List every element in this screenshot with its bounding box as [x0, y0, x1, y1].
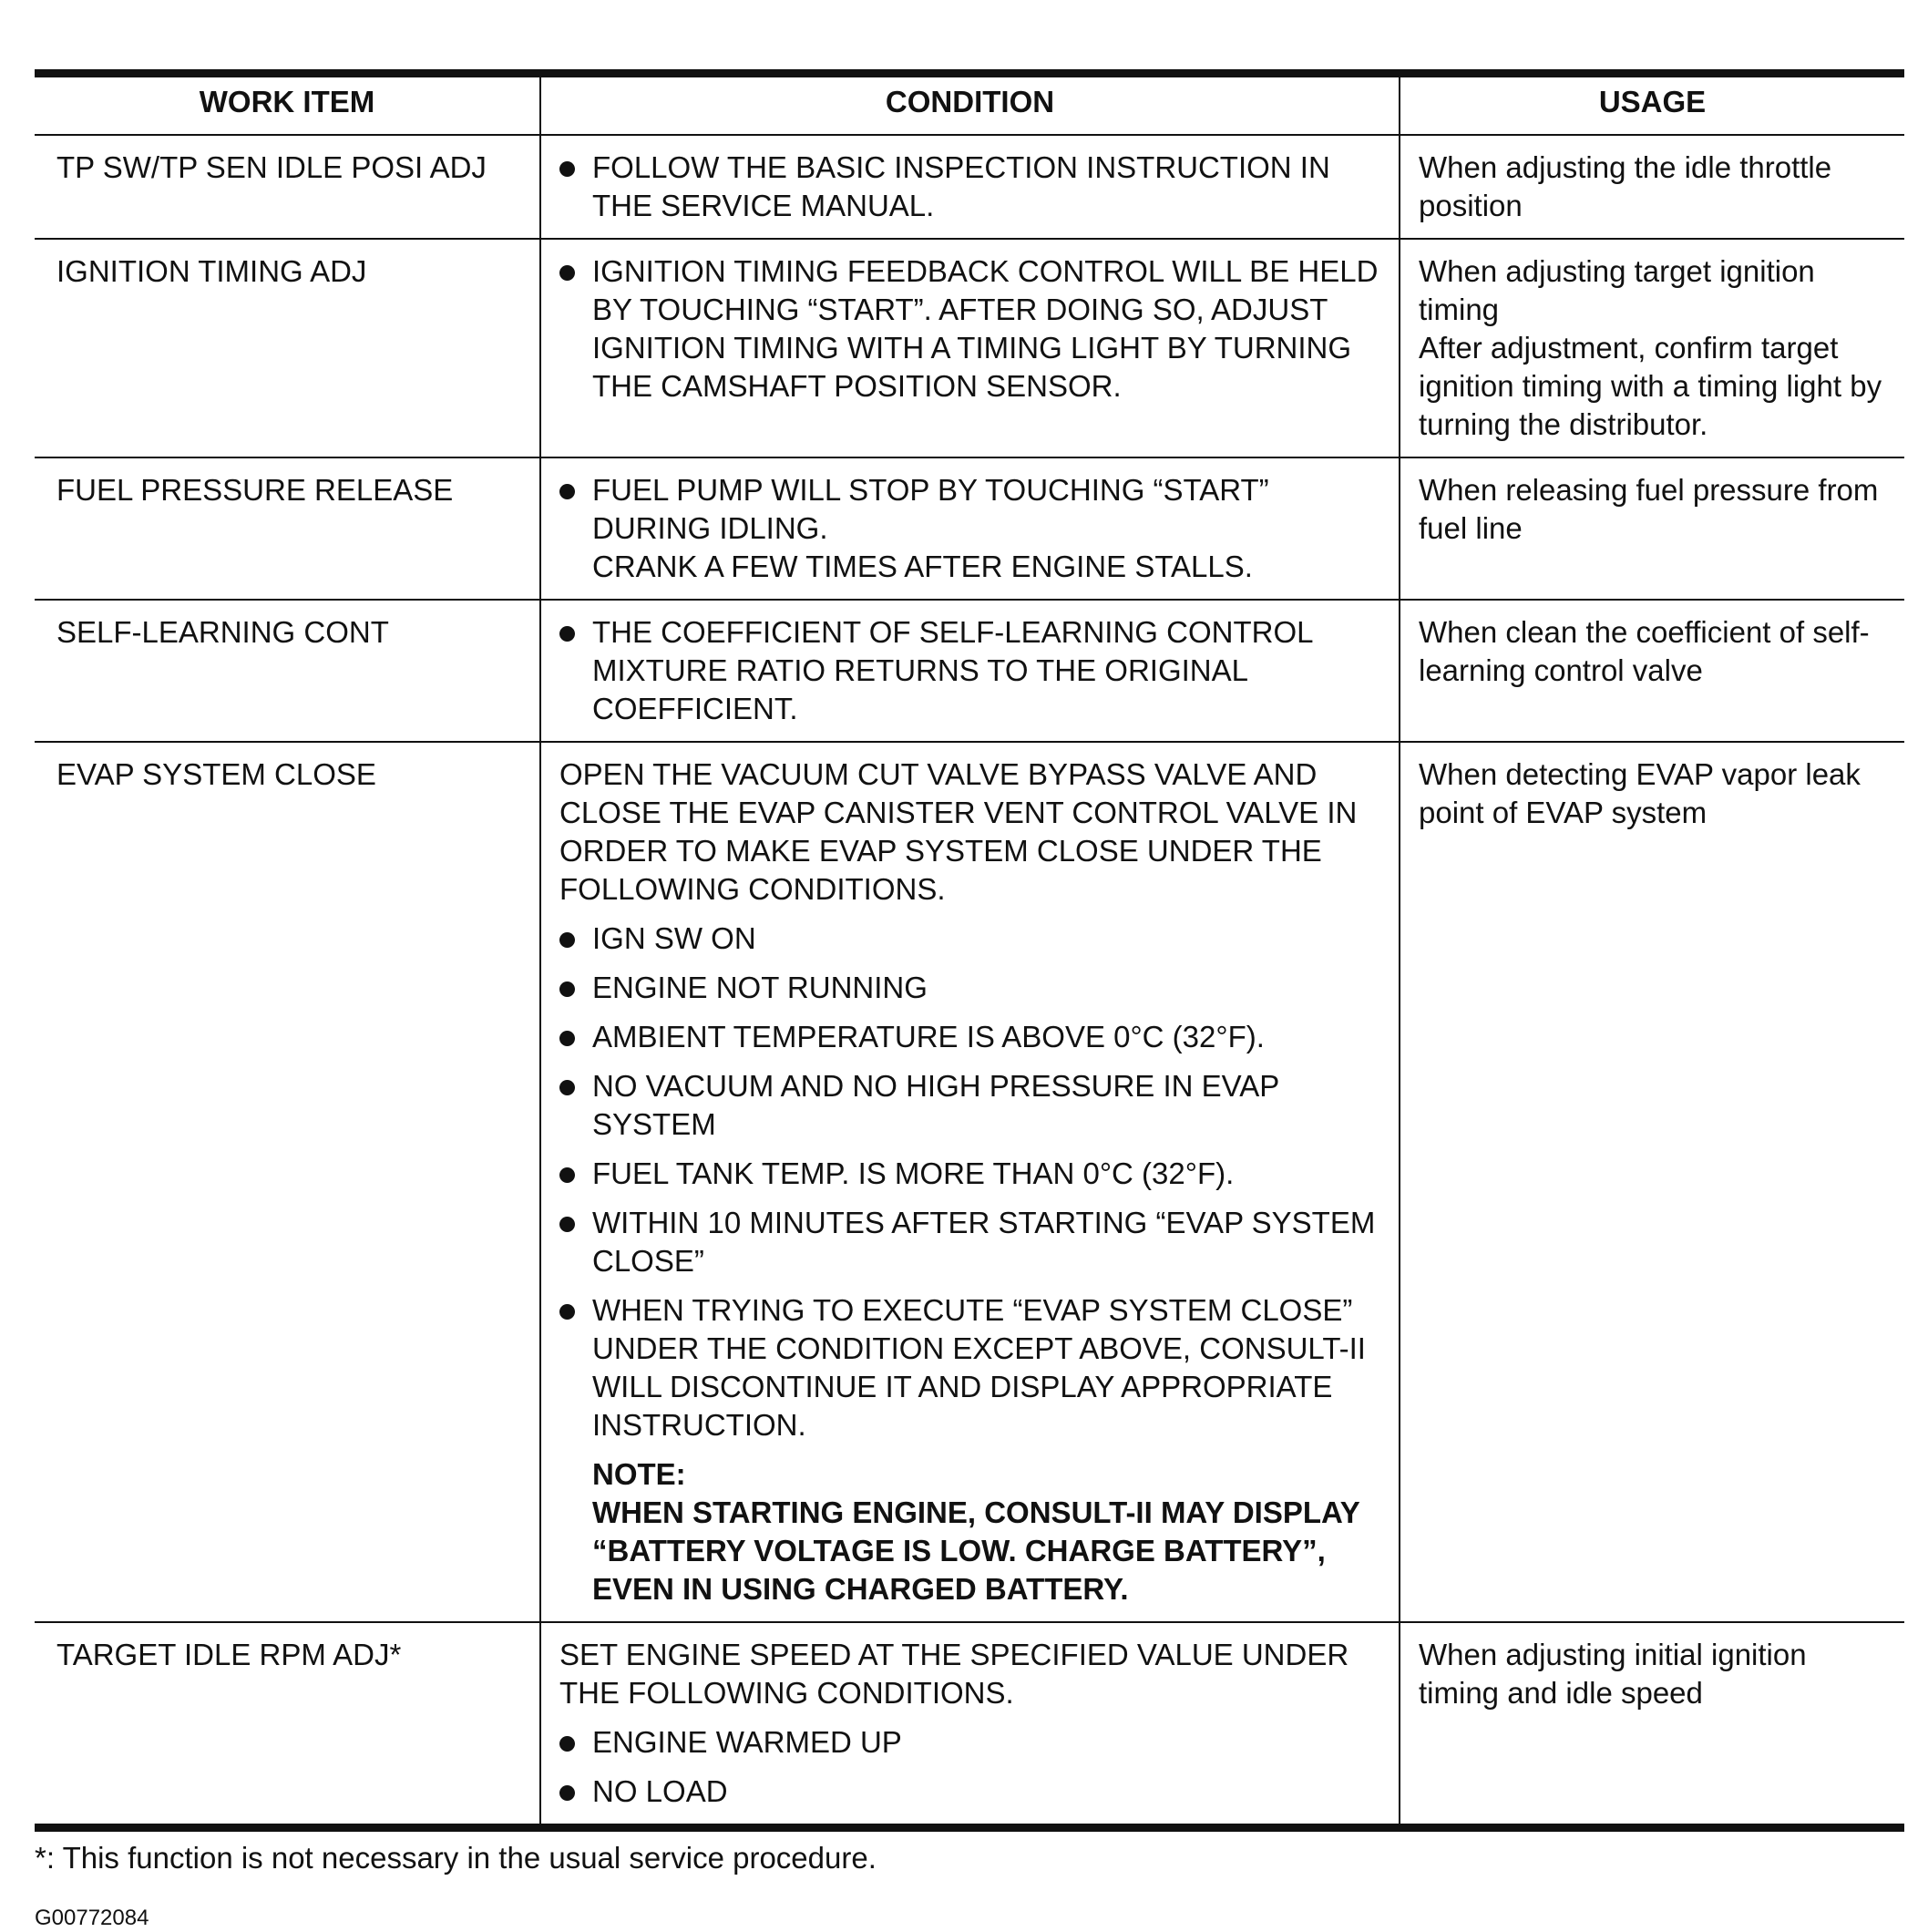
condition-bullet-item	[559, 969, 1384, 1007]
condition-bullet-text: IGN SW ON	[592, 921, 756, 955]
condition-bullet-text: FUEL PUMP WILL STOP BY TOUCHING “START” DURING IDLING. CRANK A FEW TIMES AFTER ENGINE STALLS.	[592, 473, 1269, 583]
condition-cell	[540, 1622, 1400, 1828]
condition-bullet-text: AMBIENT TEMPERATURE IS ABOVE 0°C (32°F).	[592, 1020, 1265, 1053]
footnote: *: This function is not necessary in the usual service procedure.	[35, 1841, 877, 1875]
document	[35, 69, 1904, 1932]
table-row	[35, 457, 1904, 600]
condition-bullet-text: NO LOAD	[592, 1774, 728, 1808]
condition-bullet-item	[559, 1155, 1384, 1193]
condition-bullet-item	[559, 1067, 1384, 1144]
bullet-dot-icon	[559, 981, 575, 997]
bullet-dot-icon	[559, 265, 575, 281]
condition-intro: SET ENGINE SPEED AT THE SPECIFIED VALUE UNDER THE FOLLOWING CONDITIONS.	[559, 1638, 1349, 1710]
usage-cell: When releasing fuel pressure from fuel line	[1400, 457, 1904, 600]
condition-intro: OPEN THE VACUUM CUT VALVE BYPASS VALVE AND CLOSE THE EVAP CANISTER VENT CONTROL VALVE IN ORDER TO MAKE EVAP SYSTEM CLOSE UNDER THE FOLLOWING CONDITIONS.	[559, 757, 1358, 906]
condition-bullet-text: NO VACUUM AND NO HIGH PRESSURE IN EVAP SYSTEM	[592, 1069, 1279, 1141]
condition-bullet-text: FUEL TANK TEMP. IS MORE THAN 0°C (32°F).	[592, 1156, 1235, 1190]
bullet-dot-icon	[559, 1167, 575, 1183]
work-item-cell: TP SW/TP SEN IDLE POSI ADJ	[35, 135, 540, 239]
bullet-dot-icon	[559, 161, 575, 177]
condition-bullet-text: ENGINE NOT RUNNING	[592, 971, 928, 1004]
condition-bullet-text: THE COEFFICIENT OF SELF-LEARNING CONTROL MIXTURE RATIO RETURNS TO THE ORIGINAL COEFFICIENT.	[592, 615, 1313, 725]
table-row	[35, 1622, 1904, 1828]
header-condition: CONDITION	[540, 74, 1400, 136]
usage-cell: When adjusting the idle throttle position	[1400, 135, 1904, 239]
table-row	[35, 600, 1904, 742]
condition-bullet-text: IGNITION TIMING FEEDBACK CONTROL WILL BE HELD BY TOUCHING “START”. AFTER DOING SO, ADJUST IGNITION TIMING WITH A TIMING LIGHT BY TURNING THE CAMSHAFT POSITION SENSOR.	[592, 254, 1379, 403]
bullet-dot-icon	[559, 1031, 575, 1046]
usage-cell: When adjusting initial ignition timing and idle speed	[1400, 1622, 1904, 1828]
bullet-dot-icon	[559, 1217, 575, 1232]
table-row	[35, 239, 1904, 457]
condition-bullet-text: WHEN TRYING TO EXECUTE “EVAP SYSTEM CLOSE” UNDER THE CONDITION EXCEPT ABOVE, CONSULT-II WILL DISCONTINUE IT AND DISPLAY APPROPRIATE INSTRUCTION.	[592, 1293, 1366, 1442]
condition-bullet-item	[559, 920, 1384, 958]
work-item-cell: TARGET IDLE RPM ADJ*	[56, 1638, 402, 1671]
table-row	[35, 135, 1904, 239]
condition-cell	[540, 600, 1400, 742]
condition-cell	[540, 742, 1400, 1622]
work-item-cell: IGNITION TIMING ADJ	[35, 239, 540, 457]
table-header-row	[35, 74, 1904, 136]
condition-bullet-text: WITHIN 10 MINUTES AFTER STARTING “EVAP SYSTEM CLOSE”	[592, 1206, 1376, 1278]
work-item-table	[35, 69, 1904, 1832]
condition-cell	[540, 239, 1400, 457]
condition-bullet-text: ENGINE WARMED UP	[592, 1725, 902, 1759]
condition-bullet-item	[559, 149, 1384, 225]
condition-bullet-text: FOLLOW THE BASIC INSPECTION INSTRUCTION IN THE SERVICE MANUAL.	[592, 150, 1330, 222]
condition-bullet-item	[559, 1291, 1384, 1444]
bullet-dot-icon	[559, 1080, 575, 1095]
bullet-dot-icon	[559, 1304, 575, 1320]
condition-bullet-item	[559, 471, 1384, 586]
header-usage: USAGE	[1400, 74, 1904, 136]
bullet-dot-icon	[559, 1785, 575, 1801]
work-item-cell: EVAP SYSTEM CLOSE	[35, 742, 540, 1622]
usage-cell: When detecting EVAP vapor leak point of EVAP system	[1400, 742, 1904, 1622]
condition-bullet-item	[559, 1773, 1384, 1811]
usage-cell: When adjusting target ignition timing After adjustment, confirm target ignition timing with a timing light by turning the distributor.	[1400, 239, 1904, 457]
condition-bullet-item	[559, 613, 1384, 728]
note-label: NOTE:	[592, 1457, 686, 1491]
condition-cell	[540, 135, 1400, 239]
bullet-dot-icon	[559, 932, 575, 948]
condition-bullet-item	[559, 1723, 1384, 1762]
note-block	[559, 1455, 1384, 1608]
bullet-dot-icon	[559, 1736, 575, 1752]
header-work-item: WORK ITEM	[35, 74, 540, 136]
work-item-cell: FUEL PRESSURE RELEASE	[35, 457, 540, 600]
figure-id: G00772084	[35, 1906, 149, 1930]
work-item-cell: SELF-LEARNING CONT	[35, 600, 540, 742]
condition-bullet-item	[559, 1018, 1384, 1056]
usage-cell: When clean the coefficient of self-learning control valve	[1400, 600, 1904, 742]
condition-cell	[540, 457, 1400, 600]
note-text: WHEN STARTING ENGINE, CONSULT-II MAY DISPLAY “BATTERY VOLTAGE IS LOW. CHARGE BATTERY”, EVEN IN USING CHARGED BATTERY.	[592, 1495, 1360, 1606]
bullet-dot-icon	[559, 484, 575, 499]
bullet-dot-icon	[559, 626, 575, 642]
condition-bullet-item	[559, 1204, 1384, 1280]
table-body	[35, 135, 1904, 1828]
condition-bullet-item	[559, 252, 1384, 406]
table-row	[35, 742, 1904, 1622]
